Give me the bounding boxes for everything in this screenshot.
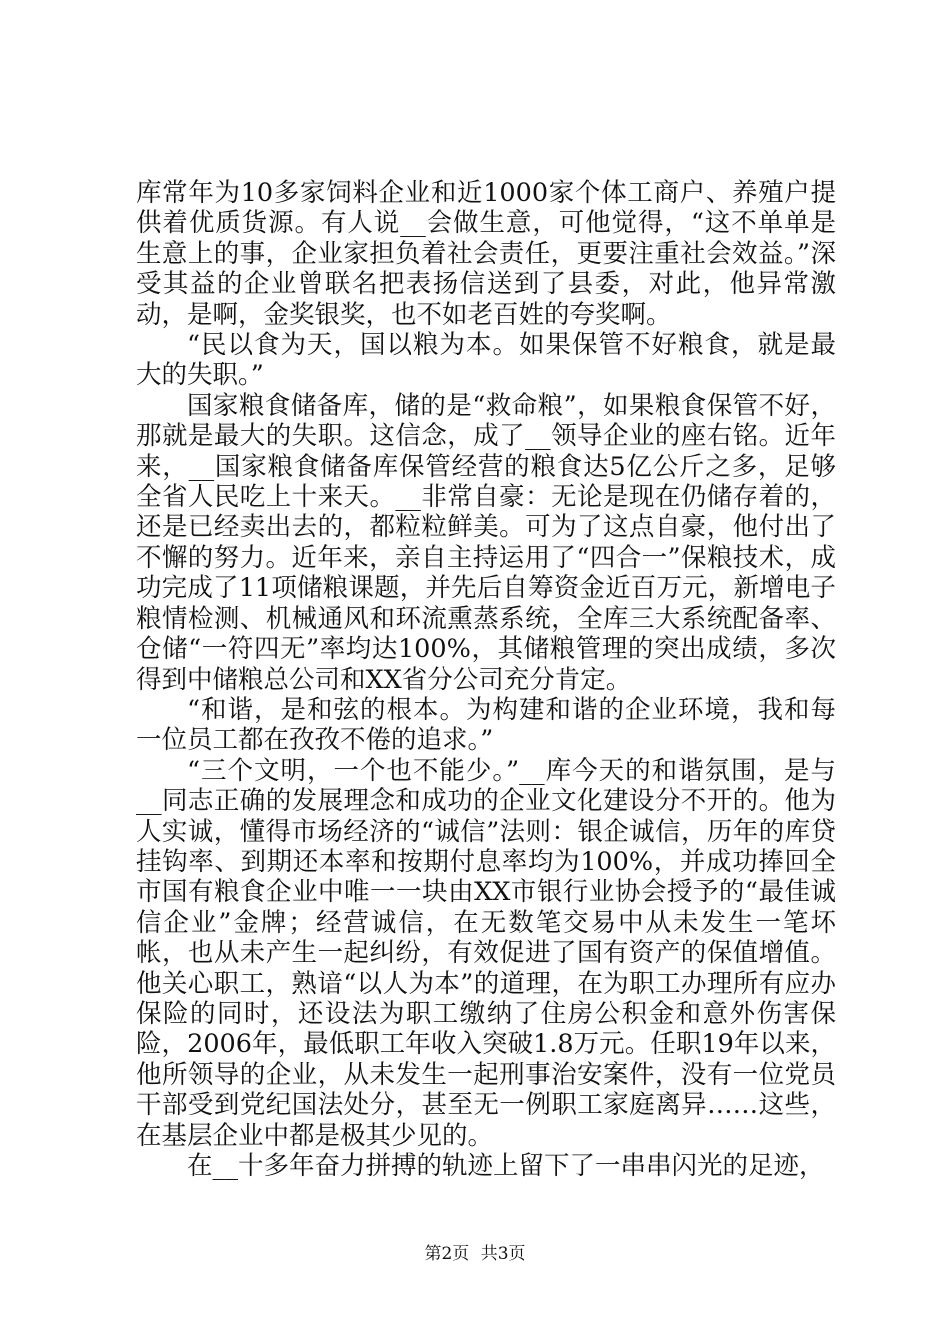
paragraph-three-civilizations: “三个文明，一个也不能少。”__库今天的和谐氛围，是与__同志正确的发展理念和成功的企业文化建设分不开的。他为人实诚，懂得市场经济的“诚信”法则：银企诚信，历年的库贷挂钩率、到期还本率和按期付息率均为100%，并成功捧回全市国有粮食企业中唯一一块由XX市银行业协会授予的“最佳诚信企业”金牌；经营诚信，在无数笔交易中从未发生一笔坏帐，也从未产生一起纠纷，有效促进了国有资产的保值增值。他关心职工，熟谙“以人为本”的道理，在为职工办理所有应办保险的同时，还设法为职工缴纳了住房公积金和意外伤害保险，2006年，最低职工年收入突破1.8万元。任职19年以来，他所领导的企业，从未发生一起刑事治安案件，没有一位党员干部受到党纪国法处分，甚至无一例职工家庭离异……这些，在基层企业中都是极其少见的。 bbox=[136, 755, 836, 1151]
paragraph-closing: 在__十多年奋力拼搏的轨迹上留下了一串串闪光的足迹， bbox=[187, 1151, 825, 1181]
page-number: 第2页 bbox=[424, 1244, 470, 1264]
paragraph-quote-grain: “民以食为天，国以粮为本。如果保管不好粮食，就是最大的失职。” bbox=[136, 330, 836, 391]
paragraph-grain-reserve: 国家粮食储备库，储的是“救命粮”，如果粮食保管不好，那就是最大的失职。这信念，成了__领导企业的座右铭。近年来，__国家粮食储备库保管经营的粮食达5亿公斤之多，足够全省人民吃上十来天。__非常自豪：无论是现在仍储存着的，还是已经卖出去的，都粒粒鲜美。可为了这点自豪，他付出了不懈的努力。近年来，亲自主持运用了“四合一”保粮技术，成功完成了11项储粮课题，并先后自筹资金近百万元，新增电子粮情检测、机械通风和环流熏蒸系统，全库三大系统配备率、仓储“一符四无”率均达100%，其储粮管理的突出成绩，多次得到中储粮总公司和XX省分公司充分肯定。 bbox=[136, 390, 836, 695]
paragraph-quote-harmony: “和谐，是和弦的根本。为构建和谐的企业环境，我和每一位员工都在孜孜不倦的追求。” bbox=[136, 694, 836, 756]
page-total: 共3页 bbox=[480, 1244, 526, 1264]
document-body bbox=[136, 178, 836, 1181]
page-footer bbox=[0, 1243, 950, 1265]
paragraph-continuation: 库常年为10多家饲料企业和近1000家个体工商户、养殖户提供着优质货源。有人说__会做生意，可他觉得，“这不单单是生意上的事，企业家担负着社会责任，更要注重社会效益。”深受其益的企业曾联名把表扬信送到了县委，对此，他异常激动，是啊，金奖银奖，也不如老百姓的夸奖啊。 bbox=[136, 178, 836, 330]
